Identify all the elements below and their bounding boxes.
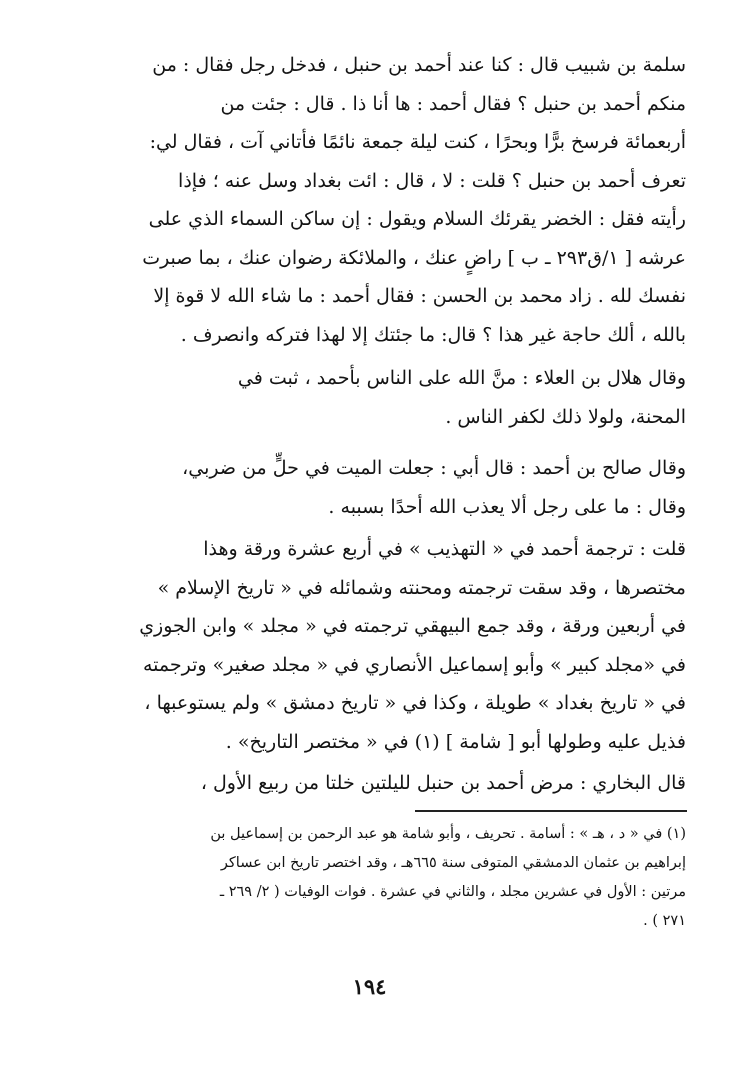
- text-line: وقال هلال بن العلاء : منَّ الله على الناس بأحمد ، ثبت في: [237, 367, 686, 389]
- footnote: [74, 820, 686, 936]
- paragraph-bukhari-quote: [74, 764, 686, 803]
- paragraph-author-note: [74, 530, 686, 761]
- text-line: وقال : ما على رجل ألا يعذب الله أحدًا بسببه .: [328, 495, 686, 518]
- text-line: في «مجلد كبير » وأبو إسماعيل الأنصاري في « مجلد صغير» وترجمته: [143, 653, 686, 676]
- footnote-line: إبراهيم بن عثمان الدمشقي المتوفى سنة ٦٦٥هـ ، وقد اختصر تاريخ ابن عساكر: [220, 855, 686, 871]
- paragraph-salama-narration: [74, 46, 686, 354]
- text-line: بالله ، ألك حاجة غير هذا ؟ قال: ما جئتك إلا لهذا فتركه وانصرف .: [180, 323, 686, 346]
- text-line: تعرف أحمد بن حنبل ؟ قلت : لا ، قال : ائت بغداد وسل عنه ؛ فإذا: [178, 169, 686, 192]
- footnote-line: (١) في « د ، هـ » : أسامة . تحريف ، وأبو شامة هو عبد الرحمن بن إسماعيل بن: [210, 826, 686, 842]
- text-line: وقال صالح بن أحمد : قال أبي : جعلت الميت في حلٍّ من ضربي،: [182, 457, 686, 479]
- text-line: قلت : ترجمة أحمد في « التهذيب » في أربع عشرة ورقة وهذا: [203, 538, 686, 560]
- text-line: عرشه [ ١/ق٢٩٣ ـ ب ] راضٍ عنك ، والملائكة رضوان عنك ، بما صبرت: [142, 246, 686, 269]
- text-line: نفسك لله . زاد محمد بن الحسن : فقال أحمد : ما شاء الله لا قوة إلا: [153, 285, 686, 307]
- text-line: في أربعين ورقة ، وقد جمع البيهقي ترجمته في « مجلد » وابن الجوزي: [139, 615, 686, 637]
- text-line: مختصرها ، وقد سقت ترجمته ومحنته وشمائله في « تاريخ الإسلام »: [157, 576, 686, 599]
- text-line: سلمة بن شبيب قال : كنا عند أحمد بن حنبل ، فدخل رجل فقال : من: [152, 54, 686, 76]
- footnote-divider: [415, 810, 687, 812]
- text-line: منكم أحمد بن حنبل ؟ فقال أحمد : ها أنا ذا . قال : جئت من: [220, 92, 686, 115]
- paragraph-salih-quote: [74, 449, 686, 526]
- footnote-line: مرتين : الأول في عشرين مجلد ، والثاني في عشرة . فوات الوفيات ( ٢/ ٢٦٩ ـ: [219, 884, 686, 900]
- text-line: المحنة، ولولا ذلك لكفر الناس .: [445, 405, 686, 428]
- footnote-line: ٢٧١ ) .: [643, 913, 686, 929]
- text-line: في « تاريخ بغداد » طويلة ، وكذا في « تاريخ دمشق » ولم يستوعبها ،: [144, 692, 686, 714]
- text-line: رأيته فقل : الخضر يقرئك السلام ويقول : إن ساكن السماء الذي على: [148, 208, 686, 230]
- paragraph-hilal-quote: [74, 359, 686, 436]
- text-line: فذيل عليه وطولها أبو [ شامة ] (١) في « مختصر التاريخ» .: [225, 730, 686, 753]
- text-line: أربعمائة فرسخ برًّا وبحرًا ، كنت ليلة جمعة نائمًا فأتاني آت ، فقال لي:: [149, 131, 686, 153]
- page-number: ١٩٤: [352, 974, 387, 999]
- text-line: قال البخاري : مرض أحمد بن حنبل لليلتين خلتا من ربيع الأول ،: [200, 772, 686, 794]
